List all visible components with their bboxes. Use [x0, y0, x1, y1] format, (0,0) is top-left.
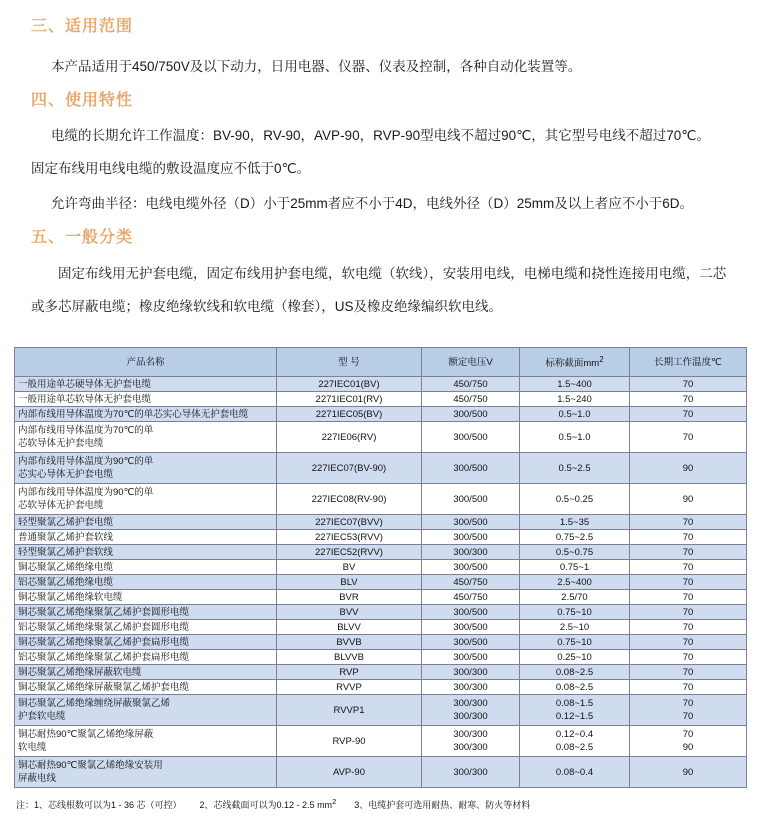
table-cell-name [15, 545, 277, 560]
table-cell-section [520, 377, 630, 392]
temp-line: 70 [682, 516, 694, 528]
table-row [15, 377, 747, 392]
voltage-line: 300/300 [453, 729, 488, 740]
table-cell-temp [630, 422, 747, 453]
table-row [15, 560, 747, 575]
table-cell-voltage [422, 377, 520, 392]
table-cell-temp [630, 515, 747, 530]
table-cell-name [15, 575, 277, 590]
table-cell-voltage [422, 484, 520, 515]
temp-line: 70 [682, 546, 694, 558]
table-cell-temp [630, 453, 747, 484]
voltage-line: 300/500 [453, 561, 488, 573]
voltage-line: 300/500 [453, 462, 488, 474]
name-line: 轻型聚氯乙烯护套电缆 [18, 516, 114, 528]
name-line: 内部布线用导体温度为90℃的单 [18, 487, 154, 498]
table-cell-name [15, 605, 277, 620]
table-cell-temp [630, 590, 747, 605]
table-cell-section [520, 515, 630, 530]
product-table-container [14, 347, 746, 788]
table-cell-model: BVR [277, 590, 422, 605]
table-cell-temp [630, 392, 747, 407]
voltage-line: 300/500 [453, 606, 488, 618]
table-cell-model: RVVP1 [277, 695, 422, 726]
name-line: 内部布线用导体温度为70℃的单芯实心导体无护套电缆 [18, 408, 249, 420]
footnote-part1: 注：1、芯线根数可以为1 - 36 芯（可控） [16, 800, 182, 810]
voltage-line: 300/500 [453, 493, 488, 505]
table-cell-section [520, 665, 630, 680]
table-row [15, 530, 747, 545]
voltage-line: 300/300 [453, 681, 488, 693]
table-row [15, 635, 747, 650]
table-cell-model: 227IEC07(BVV) [277, 515, 422, 530]
section-line: 0.75~10 [557, 606, 592, 618]
name-line: 内部布线用导体温度为70℃的单 [18, 425, 154, 436]
table-cell-temp [630, 530, 747, 545]
temp-line: 70 [682, 636, 694, 648]
table-cell-name [15, 635, 277, 650]
section-line: 0.08~0.4 [555, 766, 594, 778]
header-working-temp: 长期工作温度℃ [630, 348, 747, 377]
table-row [15, 392, 747, 407]
temp-line: 70 [682, 393, 694, 405]
voltage-line: 300/500 [453, 531, 488, 543]
table-row [15, 650, 747, 665]
table-cell-section [520, 635, 630, 650]
section-line: 2.5~10 [559, 621, 590, 633]
table-cell-name [15, 695, 277, 726]
section-line: 0.75~1 [559, 561, 590, 573]
table-cell-section [520, 620, 630, 635]
section-line: 0.12~1.5 [555, 711, 594, 722]
name-line: 铜芯聚氯乙烯绝缘屏蔽软电缆 [18, 666, 142, 678]
table-cell-model: BV [277, 560, 422, 575]
temp-line: 70 [682, 606, 694, 618]
name-line: 铜芯聚氯乙烯绝缘缠绕屏蔽聚氯乙烯 [18, 698, 171, 709]
product-spec-table [14, 347, 747, 788]
table-cell-voltage [422, 605, 520, 620]
table-cell-section [520, 453, 630, 484]
temp-line: 90 [682, 462, 694, 474]
table-header-row [15, 348, 747, 377]
temp-line: 70 [682, 711, 694, 722]
section-line: 0.08~1.5 [555, 698, 594, 709]
section-heading-classification: 五、一般分类 [31, 229, 134, 246]
table-cell-model: 2271IEC05(BV) [277, 407, 422, 422]
table-cell-name [15, 377, 277, 392]
name-line: 铜芯聚氯乙烯绝缘聚氯乙烯护套圆形电缆 [18, 606, 190, 618]
header-cross-section-label: 标称截面mm [545, 358, 600, 370]
footnote [16, 797, 530, 811]
voltage-line: 450/750 [453, 576, 488, 588]
section-line: 0.08~2.5 [555, 681, 594, 693]
name-line: 铜芯聚氯乙烯绝缘软电缆 [18, 591, 123, 603]
table-cell-section [520, 695, 630, 726]
temp-line: 70 [682, 666, 694, 678]
table-row [15, 680, 747, 695]
name-line: 铜芯耐热90℃聚氯乙烯绝缘屏蔽 [18, 729, 154, 740]
header-rated-voltage: 额定电压V [422, 348, 520, 377]
table-cell-temp [630, 757, 747, 788]
table-cell-section [520, 757, 630, 788]
table-cell-section [520, 530, 630, 545]
temp-line: 70 [682, 378, 694, 390]
table-cell-voltage [422, 680, 520, 695]
table-cell-voltage [422, 453, 520, 484]
table-cell-section [520, 392, 630, 407]
temp-line: 90 [682, 742, 694, 753]
table-cell-voltage [422, 545, 520, 560]
voltage-line: 300/300 [453, 742, 488, 753]
voltage-line: 300/300 [453, 666, 488, 678]
temp-line: 70 [682, 729, 694, 740]
header-cross-section-sup: 2 [599, 355, 604, 365]
table-cell-voltage [422, 560, 520, 575]
table-cell-model: 227IEC52(RVV) [277, 545, 422, 560]
table-row [15, 545, 747, 560]
table-cell-name [15, 665, 277, 680]
section-line: 0.08~2.5 [555, 666, 594, 678]
section-line: 0.5~1.0 [558, 408, 591, 420]
table-cell-temp [630, 635, 747, 650]
table-cell-voltage [422, 757, 520, 788]
section-line: 2.5/70 [561, 591, 588, 603]
section-line: 0.75~2.5 [555, 531, 594, 543]
voltage-line: 450/750 [453, 378, 488, 390]
temp-line: 70 [682, 576, 694, 588]
table-row [15, 407, 747, 422]
voltage-line: 450/750 [453, 591, 488, 603]
table-cell-model: 227IEC07(BV-90) [277, 453, 422, 484]
table-cell-section [520, 545, 630, 560]
voltage-line: 300/500 [453, 636, 488, 648]
name-line: 内部布线用导体温度为90℃的单 [18, 456, 154, 467]
voltage-line: 300/300 [453, 766, 488, 778]
table-row [15, 620, 747, 635]
temp-line: 70 [682, 651, 694, 663]
section-line: 0.75~10 [557, 636, 592, 648]
table-cell-voltage [422, 726, 520, 757]
footnote-part2: 2、芯线截面可以为0.12 - 2.5 mm [199, 800, 333, 810]
name-line: 护套软电缆 [18, 711, 66, 722]
classification-text-line1: 固定布线用无护套电缆，固定布线用护套电缆，软电缆（软线），安装用电线，电梯电缆和挠性连接用电缆，二芯 [58, 266, 727, 281]
table-cell-voltage [422, 635, 520, 650]
table-cell-model: 227IEC53(RVV) [277, 530, 422, 545]
voltage-line: 300/300 [453, 711, 488, 722]
section-line: 0.12~0.4 [555, 729, 594, 740]
header-product-name: 产品名称 [15, 348, 277, 377]
table-cell-name [15, 422, 277, 453]
table-cell-voltage [422, 422, 520, 453]
voltage-line: 450/750 [453, 393, 488, 405]
table-cell-voltage [422, 650, 520, 665]
name-line: 屏蔽电线 [18, 773, 57, 784]
temp-line: 90 [682, 493, 694, 505]
name-line: 芯软导体无护套电缆 [18, 500, 104, 511]
table-cell-name [15, 453, 277, 484]
table-cell-temp [630, 680, 747, 695]
table-cell-section [520, 575, 630, 590]
table-cell-model: BVVB [277, 635, 422, 650]
section-line: 0.5~0.25 [555, 493, 594, 505]
table-cell-name [15, 620, 277, 635]
table-cell-name [15, 392, 277, 407]
table-cell-name [15, 650, 277, 665]
table-cell-temp [630, 575, 747, 590]
table-cell-section [520, 590, 630, 605]
voltage-line: 300/500 [453, 431, 488, 443]
table-cell-name [15, 407, 277, 422]
section-line: 0.5~2.5 [558, 462, 591, 474]
voltage-line: 300/500 [453, 408, 488, 420]
table-cell-section [520, 422, 630, 453]
table-cell-temp [630, 484, 747, 515]
name-line: 软电缆 [18, 742, 47, 753]
section-line: 1.5~35 [559, 516, 590, 528]
section-line: 2.5~400 [557, 576, 592, 588]
voltage-line: 300/500 [453, 651, 488, 663]
temp-line: 70 [682, 591, 694, 603]
name-line: 铜芯聚氯乙烯绝缘屏蔽聚氯乙烯护套电缆 [18, 681, 190, 693]
table-row [15, 726, 747, 757]
table-cell-temp [630, 605, 747, 620]
table-cell-section [520, 726, 630, 757]
table-cell-name [15, 757, 277, 788]
footnote-part3: 3、电缆护套可选用耐热、耐寒、防火等材料 [354, 800, 531, 810]
table-row [15, 590, 747, 605]
table-cell-section [520, 680, 630, 695]
table-cell-voltage [422, 665, 520, 680]
table-cell-section [520, 650, 630, 665]
table-cell-model: 227IEC08(RV-90) [277, 484, 422, 515]
table-cell-name [15, 590, 277, 605]
table-cell-name [15, 515, 277, 530]
table-cell-voltage [422, 392, 520, 407]
table-cell-model: RVP-90 [277, 726, 422, 757]
table-cell-section [520, 560, 630, 575]
section-line: 0.5~1.0 [558, 431, 591, 443]
section-heading-scope: 三、适用范围 [31, 18, 134, 35]
classification-text-line2: 或多芯屏蔽电缆；橡皮绝缘软线和软电缆（橡套），US及橡皮绝缘编织软电线。 [31, 299, 503, 314]
table-cell-name [15, 680, 277, 695]
table-row [15, 453, 747, 484]
table-cell-section [520, 605, 630, 620]
name-line: 铜芯聚氯乙烯绝缘电缆 [18, 561, 114, 573]
table-cell-model: BLV [277, 575, 422, 590]
table-cell-model: 2271IEC01(RV) [277, 392, 422, 407]
table-cell-model: AVP-90 [277, 757, 422, 788]
table-row [15, 695, 747, 726]
name-line: 一般用途单芯硬导体无护套电缆 [18, 378, 152, 390]
temp-line: 70 [682, 431, 694, 443]
table-cell-temp [630, 560, 747, 575]
table-cell-name [15, 530, 277, 545]
name-line: 铜芯聚氯乙烯绝缘聚氯乙烯护套扁形电缆 [18, 636, 190, 648]
table-cell-name [15, 726, 277, 757]
name-line: 芯软导体无护套电缆 [18, 438, 104, 449]
table-cell-voltage [422, 620, 520, 635]
name-line: 铜芯耐热90℃聚氯乙烯绝缘安装用 [18, 760, 163, 771]
table-cell-name [15, 484, 277, 515]
section-line: 1.5~400 [557, 378, 592, 390]
table-cell-temp [630, 650, 747, 665]
table-cell-model: RVP [277, 665, 422, 680]
name-line: 一般用途单芯软导体无护套电缆 [18, 393, 152, 405]
temp-line: 70 [682, 698, 694, 709]
section-line: 0.25~10 [557, 651, 592, 663]
table-cell-voltage [422, 590, 520, 605]
table-cell-section [520, 407, 630, 422]
feature-temperature-text: 电缆的长期允许工作温度：BV-90，RV-90，AVP-90，RVP-90型电线不超过90℃，其它型号电线不超过70℃。 [51, 128, 710, 143]
table-cell-model: 227IE06(RV) [277, 422, 422, 453]
table-cell-temp [630, 695, 747, 726]
table-row [15, 605, 747, 620]
table-row [15, 515, 747, 530]
voltage-line: 300/300 [453, 698, 488, 709]
table-cell-temp [630, 377, 747, 392]
table-cell-section [520, 484, 630, 515]
table-cell-name [15, 560, 277, 575]
name-line: 铝芯聚氯乙烯绝缘聚氯乙烯护套扁形电缆 [18, 651, 190, 663]
temp-line: 90 [682, 766, 694, 778]
table-cell-model: BVV [277, 605, 422, 620]
feature-bend-radius-text: 允许弯曲半径：电线电缆外径（D）小于25mm者应不小于4D，电线外径（D）25mm及以上者应不小于6D。 [51, 196, 694, 211]
voltage-line: 300/300 [453, 546, 488, 558]
footnote-sup: 2 [332, 797, 337, 806]
table-cell-voltage [422, 530, 520, 545]
temp-line: 70 [682, 681, 694, 693]
feature-laying-temp-text: 固定布线用电线电缆的敷设温度应不低于0℃。 [31, 161, 311, 176]
name-line: 普通聚氯乙烯护套软线 [18, 531, 114, 543]
header-cross-section [520, 348, 630, 377]
name-line: 轻型聚氯乙烯护套软线 [18, 546, 114, 558]
table-body [15, 377, 747, 788]
section-heading-features: 四、使用特性 [31, 92, 134, 109]
scope-text: 本产品适用于450/750V及以下动力，日用电器、仪器、仪表及控制，各种自动化装置等。 [51, 59, 582, 74]
table-cell-voltage [422, 695, 520, 726]
voltage-line: 300/500 [453, 621, 488, 633]
table-cell-model: RVVP [277, 680, 422, 695]
name-line: 铝芯聚氯乙烯绝缘电缆 [18, 576, 114, 588]
table-cell-temp [630, 665, 747, 680]
table-row [15, 757, 747, 788]
table-row [15, 484, 747, 515]
section-line: 0.08~2.5 [555, 742, 594, 753]
name-line: 铝芯聚氯乙烯绝缘聚氯乙烯护套圆形电缆 [18, 621, 190, 633]
table-cell-voltage [422, 407, 520, 422]
section-line: 1.5~240 [557, 393, 592, 405]
table-cell-model: BLVV [277, 620, 422, 635]
table-row [15, 575, 747, 590]
table-row [15, 422, 747, 453]
voltage-line: 300/500 [453, 516, 488, 528]
section-line: 0.5~0.75 [555, 546, 594, 558]
table-cell-model: BLVVB [277, 650, 422, 665]
temp-line: 70 [682, 561, 694, 573]
table-row [15, 665, 747, 680]
table-cell-voltage [422, 515, 520, 530]
table-cell-voltage [422, 575, 520, 590]
name-line: 芯实心导体无护套电缆 [18, 469, 114, 480]
header-model: 型 号 [277, 348, 422, 377]
table-cell-temp [630, 545, 747, 560]
table-cell-temp [630, 407, 747, 422]
temp-line: 70 [682, 621, 694, 633]
table-cell-temp [630, 620, 747, 635]
table-cell-model: 227IEC01(BV) [277, 377, 422, 392]
temp-line: 70 [682, 408, 694, 420]
temp-line: 70 [682, 531, 694, 543]
table-cell-temp [630, 726, 747, 757]
